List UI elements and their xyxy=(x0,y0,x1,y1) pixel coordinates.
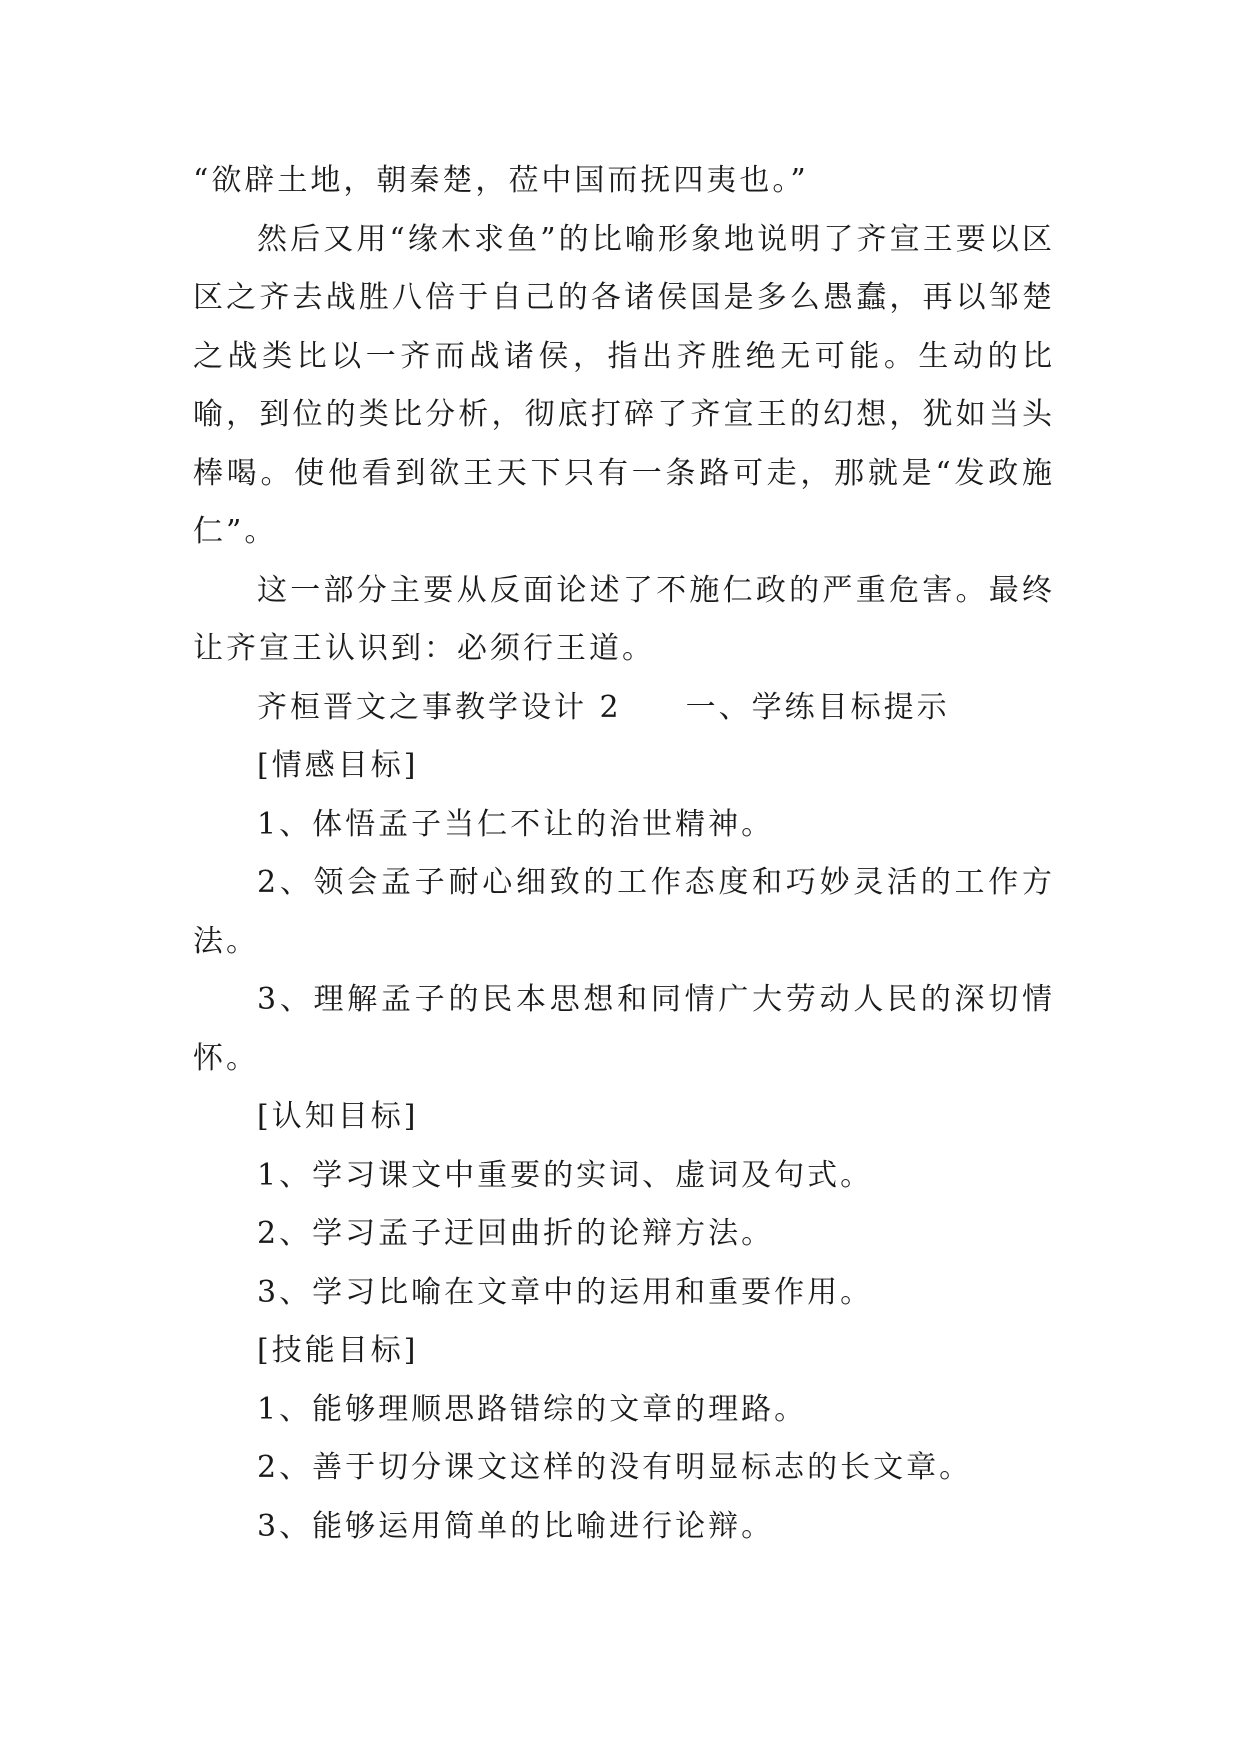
quote-paragraph: “欲辟土地，朝秦楚，莅中国而抚四夷也。” xyxy=(193,163,809,198)
emotion-goal-2: 2、领会孟子耐心细致的工作态度和巧妙灵活的工作方法。 xyxy=(193,865,1055,959)
design-heading-line xyxy=(193,679,1055,738)
section-heading-skill: [技能目标] xyxy=(257,1333,419,1368)
summary-paragraph: 这一部分主要从反面论述了不施仁政的严重危害。最终让齐宣王认识到：必须行王道。 xyxy=(193,572,1055,666)
emotion-goal-1: 1、体悟孟子当仁不让的治世精神。 xyxy=(257,806,775,842)
analysis-paragraph: 然后又用“缘木求鱼”的比喻形象地说明了齐宣王要以区区之齐去战胜八倍于自己的各诸侯国是多么愚蠢，再以邹楚之战类比以一齐而战诸侯，指出齐胜绝无可能。生动的比喻，到位的类比分析，彻底打碎了齐宣王的幻想，犹如当头棒喝。使他看到欲王天下只有一条路可走，那就是“发政施仁”。 xyxy=(193,221,1055,549)
cognition-goal-2: 2、学习孟子迂回曲折的论辩方法。 xyxy=(257,1216,775,1251)
skill-goal-3: 3、能够运用简单的比喻进行论辩。 xyxy=(257,1508,775,1544)
section-heading-cognition: [认知目标] xyxy=(257,1099,419,1134)
design-subtitle: 一、学练目标提示 xyxy=(685,689,950,725)
skill-goal-1: 1、能够理顺思路错综的文章的理路。 xyxy=(257,1391,808,1427)
cognition-goal-1: 1、学习课文中重要的实词、虚词及句式。 xyxy=(257,1157,874,1193)
design-title: 齐桓晋文之事教学设计 2 xyxy=(257,689,622,725)
cognition-goal-3: 3、学习比喻在文章中的运用和重要作用。 xyxy=(257,1274,874,1310)
document-body xyxy=(193,152,1055,1556)
skill-goal-2: 2、善于切分课文这样的没有明显标志的长文章。 xyxy=(257,1450,973,1485)
section-heading-emotion: [情感目标] xyxy=(257,748,419,783)
emotion-goal-3: 3、理解孟子的民本思想和同情广大劳动人民的深切情怀。 xyxy=(193,982,1055,1076)
